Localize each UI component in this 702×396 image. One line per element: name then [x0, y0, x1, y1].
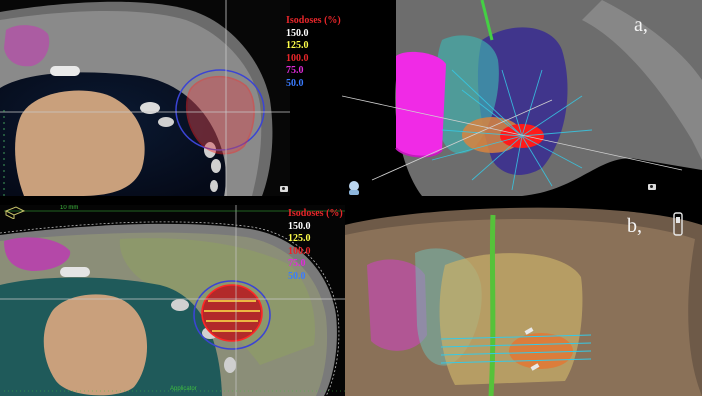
isodose-value-50: 50.0	[286, 77, 304, 89]
isodose-value-100: 100.0	[286, 52, 309, 64]
box-orientation-icon[interactable]	[4, 205, 26, 219]
isodose-value-100: 100.0	[288, 245, 311, 257]
3d-render-view-b[interactable]	[345, 205, 702, 396]
ct-slice-image-a	[0, 0, 290, 196]
3d-render-image-b	[345, 205, 702, 396]
isodose-legend-top	[286, 15, 341, 90]
isodose-value-75: 75.0	[286, 65, 304, 76]
isodose-value-125: 125.0	[288, 233, 311, 244]
isodose-legend-title: Isodoses (%)	[288, 208, 343, 219]
head-orientation-icon[interactable]	[346, 180, 362, 196]
camera-icon[interactable]	[648, 184, 656, 190]
isodose-legend-bottom	[288, 208, 343, 283]
applicator-label: Applicator	[170, 386, 197, 392]
isodose-legend-title: Isodoses (%)	[286, 15, 341, 26]
body-orientation-icon[interactable]	[671, 211, 685, 237]
isodose-value-150: 150.0	[288, 220, 311, 232]
ct-slice-view-a[interactable]	[0, 0, 290, 196]
isodose-value-50: 50.0	[288, 270, 306, 282]
camera-icon[interactable]	[280, 186, 288, 192]
3d-render-view-a[interactable]	[342, 0, 702, 196]
ruler-scale-label: 10 mm	[60, 205, 79, 211]
panel-label-b: b,	[627, 215, 642, 237]
isodose-value-150: 150.0	[286, 27, 309, 39]
isodose-value-75: 75.0	[288, 258, 306, 269]
panel-label-a: a,	[634, 14, 648, 36]
3d-render-image-a	[342, 0, 702, 196]
isodose-value-125: 125.0	[286, 40, 309, 51]
